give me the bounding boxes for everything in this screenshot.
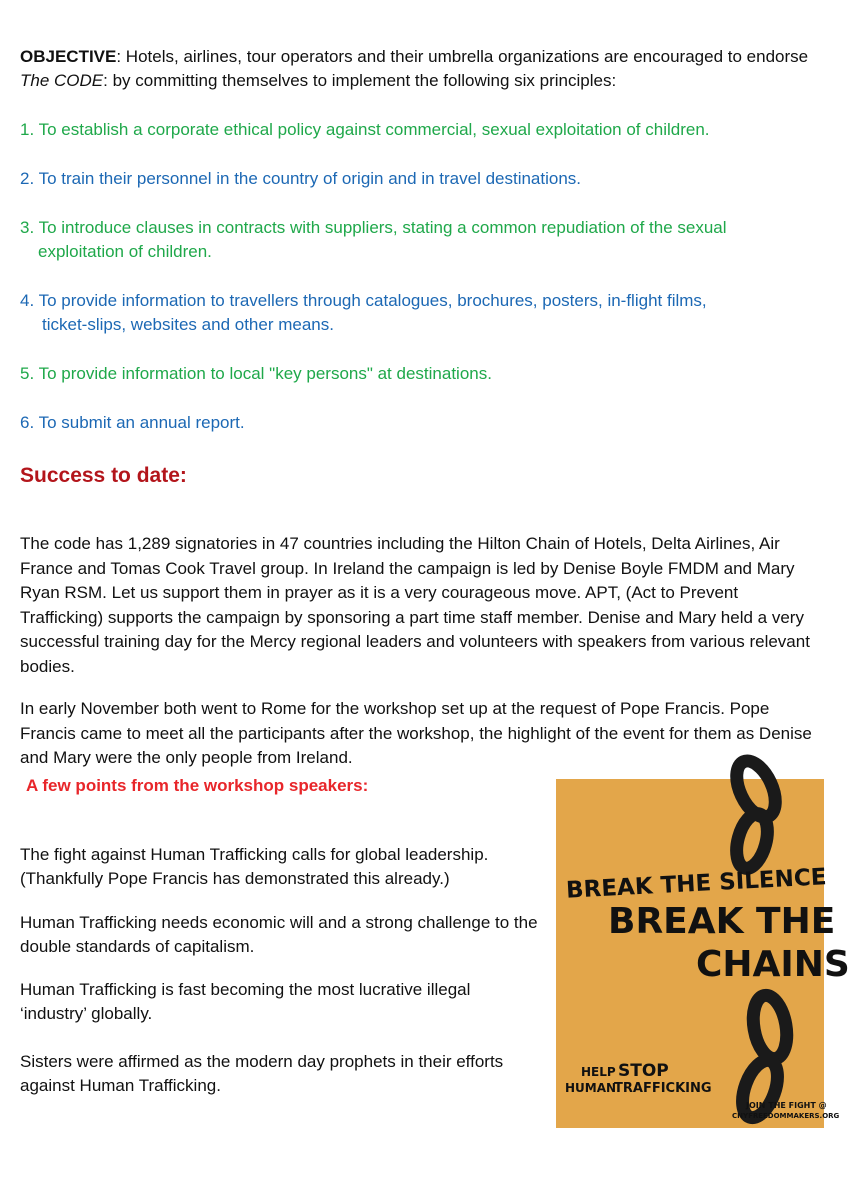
principle-2 — [20, 167, 820, 191]
principle-4-line-2: ticket-slips, websites and other means. — [42, 315, 334, 334]
poster-site: CNYFREEDOMMAKERS.ORG — [732, 1112, 840, 1120]
workshop-point-2: Human Trafficking needs economic will and a strong challenge to the double standards of capitalism. — [20, 913, 538, 956]
principle-6 — [20, 411, 820, 435]
principle-3 — [20, 216, 820, 264]
workshop-point-1: The fight against Human Trafficking calls for global leadership. (Thankfully Pope Francis has demonstrated this already.) — [20, 845, 489, 888]
poster-human: HUMAN — [565, 1081, 617, 1095]
principle-4-line-1: 4. To provide information to travellers through catalogues, brochures, posters, in-flight films, — [20, 291, 707, 310]
principle-6-text: 6. To submit an annual report. — [20, 413, 245, 432]
code-name: The CODE — [20, 71, 104, 90]
principle-4 — [20, 289, 820, 337]
objective-paragraph — [20, 45, 820, 93]
principle-3-line-2: exploitation of children. — [38, 242, 212, 261]
principle-1-text: 1. To establish a corporate ethical policy against commercial, sexual exploitation of children. — [20, 120, 710, 139]
poster-stop: STOP — [618, 1061, 669, 1081]
principle-5-text: 5. To provide information to local "key persons" at destinations. — [20, 364, 492, 383]
principle-1 — [20, 118, 820, 142]
principle-2-text: 2. To train their personnel in the country of origin and in travel destinations. — [20, 169, 582, 188]
poster-help: HELP — [581, 1065, 616, 1079]
poster-trafficking: TRAFFICKING — [614, 1081, 712, 1096]
workshop-heading: A few points from the workshop speakers: — [26, 776, 369, 795]
objective-text-b: : by committing themselves to implement the following six principles: — [103, 71, 617, 90]
poster-line-2: BREAK THE — [608, 901, 836, 942]
principle-3-line-1: 3. To introduce clauses in contracts with suppliers, stating a common repudiation of the sexual — [20, 218, 727, 237]
success-paragraph-1: The code has 1,289 signatories in 47 countries including the Hilton Chain of Hotels, Delta Airlines, Air France and Tomas Cook Travel group. In Ireland the campaign is led by Denise Boyle FMDM and Mary Ryan RSM. Let us support them in prayer as it is a very courageous move. APT, (Act to Prevent Trafficking) supports the campaign by sponsoring a part time staff member. Denise and Mary held a very successful training day for the Mercy regional leaders and volunteers with speakers from various relevant bodies. — [20, 534, 810, 676]
principle-5 — [20, 362, 820, 386]
poster-join: JOIN THE FIGHT @ — [746, 1101, 827, 1110]
break-the-chains-poster — [556, 779, 850, 1128]
success-paragraph-2: In early November both went to Rome for the workshop set up at the request of Pope Francis. Pope Francis came to meet all the participants after the workshop, the highlight of the event for them as Denise and Mary were the only people from Ireland. — [20, 699, 812, 767]
workshop-point-3: Human Trafficking is fast becoming the most lucrative illegal ‘industry’ globally. — [20, 980, 471, 1023]
poster-line-3: CHAINS — [696, 944, 850, 985]
success-heading: Success to date: — [20, 464, 187, 487]
workshop-point-4: Sisters were affirmed as the modern day prophets in their efforts against Human Trafficking. — [20, 1052, 504, 1095]
objective-text-a: : Hotels, airlines, tour operators and their umbrella organizations are encouraged to endorse — [116, 47, 809, 66]
objective-label: OBJECTIVE — [20, 47, 117, 66]
poster-line-1: BREAK THE SILENCE — [565, 864, 828, 904]
